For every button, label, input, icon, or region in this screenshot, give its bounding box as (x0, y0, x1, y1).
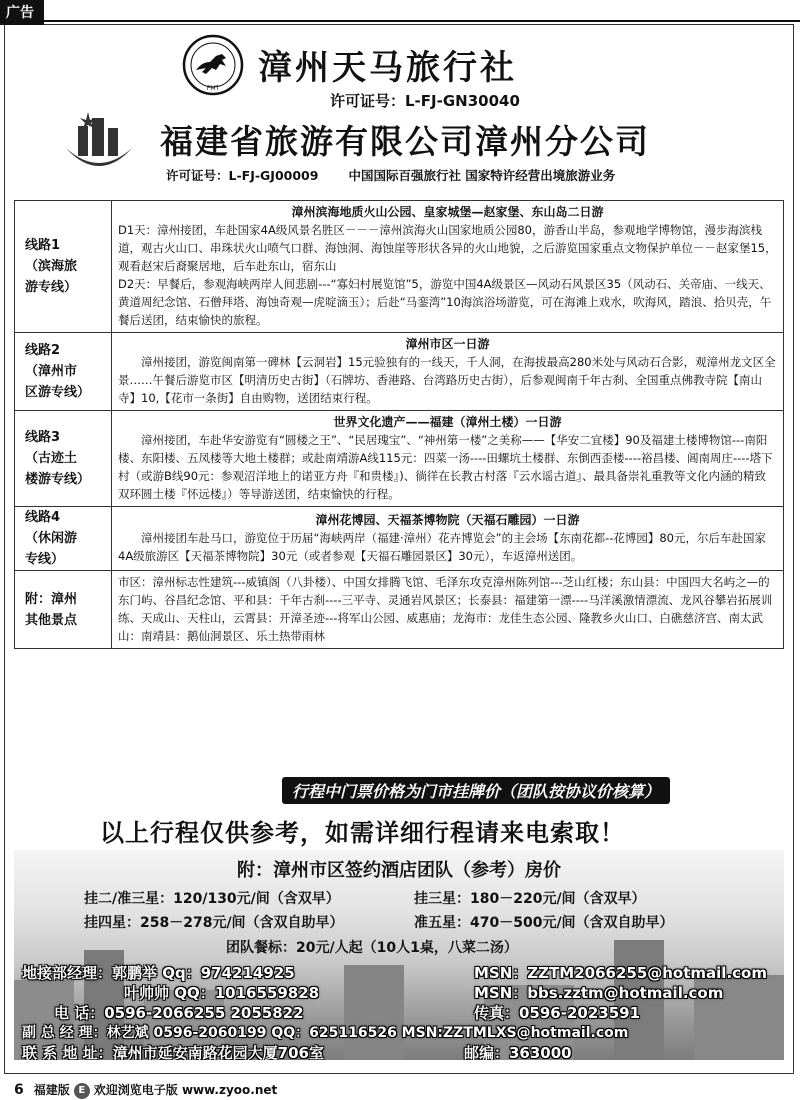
route-title: 漳州花博园、天福茶博物院（天福石雕园）一日游 (315, 513, 580, 527)
route-row (15, 507, 784, 571)
route-label (15, 507, 112, 571)
route-label-line: 游专线） (25, 280, 78, 295)
horse-logo-icon (182, 34, 244, 96)
route-label-line: 线路2 (25, 343, 61, 358)
route-content (112, 571, 784, 649)
route-label-line: （古迹土 (25, 451, 78, 466)
route-content (112, 411, 784, 507)
contact-msn: MSN：bbs.zztm@hotmail.com (474, 984, 724, 1002)
route-label (15, 571, 112, 649)
agency2-honor: 中国国际百强旅行社 国家特许经营出境旅游业务 (348, 168, 616, 183)
route-label-line: 专线） (25, 552, 65, 567)
route-paragraph: D1天：漳州接团，车赴国家4A级风景名胜区－－－漳州滨海火山国家地质公园80，游香山半岛，参观地学博物馆，漫步海滨栈道，观古火山口、串珠状火山喷气口群、海蚀洞、海蚀崖等形状各异的火山地貌，之后游览国家重点文物保护单位－－赵家堡15，观看赵宋后裔聚居地，后车赴东山，宿东山 (118, 223, 777, 273)
route-label-line: 线路1 (25, 238, 61, 253)
route-label (15, 411, 112, 507)
agency1-name: 漳州天马旅行社 (258, 48, 517, 88)
agency2-license-line (166, 166, 645, 184)
ticket-price-note: 行程中门票价格为门市挂牌价（团队按协议价核算） (282, 777, 670, 804)
route-row (15, 333, 784, 411)
inquiry-slogan: 以上行程仅供参考，如需详细行程请来电索取！ (100, 819, 625, 847)
route-paragraph: D2天：早餐后，参观海峡两岸人间悲剧---“寡妇村展览馆”5，游览中国4A级景区—风动石风景区35（风动石、关帝庙、一线天、黄道周纪念馆、石僧拜塔、海蚀奇观—虎啶滴玉）；后赴“马銮湾”10海滨浴场游览，可在海滩上戏水，吹海风，踏浪、拾贝壳，午餐后送团，结束愉快的旅程。 (118, 277, 772, 327)
route-label-line: 其他景点 (25, 612, 78, 628)
route-label-line: （漳州市 (25, 364, 78, 379)
ad-label: 广告 (0, 0, 44, 25)
route-content (112, 333, 784, 411)
route-row (15, 201, 784, 333)
route-label-line: （滨海旅 (25, 259, 78, 274)
route-label-line: 线路3 (25, 430, 61, 445)
route-paragraph: 漳州接团，游览闽南第一碑林【云洞岩】15元验独有的一线天，千人洞，在海拔最高280米处与风动石合影，观漳州龙文区全景……午餐后游览市区【明清历史古街】（石牌坊、香港路、台湾路历史古街），后参观闽南千年古刹、全国重点佛教寺院【南山寺】10,【花市一条街】自由购物，送团结束行程。 (118, 355, 776, 405)
hotel-rates-title: 附：漳州市区签约酒店团队（参考）房价 (237, 860, 561, 881)
hotel-rate-row: 挂二/准三星：120/130元/间（含双早） (84, 891, 340, 907)
route-paragraph: 漳州接团，车赴华安游览有“圆楼之王”、“民居瑰宝”、“神州第一楼”之美称——【华安二宜楼】90及福建土楼博物馆---南阳楼、东阳楼、五凤楼等大地土楼群；或赴南靖游A线115元：四菜一汤----田螺坑土楼群、东倒西歪楼----裕昌楼、阊南周庄----塔下村（或游B线90元：参观沼洋地上的诺亚方舟『和贵楼』)、徜徉在长教古村落『云水谣古道』、最具备崇礼重教等文化内涵的精致双环圆土楼『怀远楼』）等导游送团，结束愉快的行程。 (118, 433, 773, 501)
page-footer (14, 1081, 277, 1099)
hotel-rate-row: 挂三星：180－220元/间（含双早） (414, 891, 646, 907)
route-label-line: 附：漳州 (25, 591, 78, 607)
publisher-badge-icon: E (74, 1083, 90, 1099)
route-content (112, 507, 784, 571)
route-label-line: （休闲游 (25, 531, 78, 546)
itinerary-table (14, 200, 784, 649)
route-label (15, 201, 112, 333)
route-label-line: 线路4 (25, 510, 61, 525)
route-paragraph: 漳州接团车赴马口，游览位于历届“海峡两岸（福建·漳州）花卉博览会”的主会场【东南花都--花博园】80元，尔后车赴国家4A级旅游区【天福茶博物院】30元（或者参观【天福石雕园景区】30元），车返漳州送团。 (118, 531, 766, 563)
website-tagline: 欢迎浏览电子版 www.zyoo.net (93, 1083, 278, 1097)
route-title: 漳州市区一日游 (405, 337, 490, 351)
city-photo-panel (14, 850, 784, 1060)
route-row (15, 571, 784, 649)
route-row (15, 411, 784, 507)
contact-assistant: 叶帅帅 QQ：1016559828 (124, 984, 320, 1002)
route-label (15, 333, 112, 411)
agency2-license: 许可证号：L-FJ-GJ00009 (166, 168, 319, 183)
route-title: 漳州滨海地质火山公园、皇家城堡—赵家堡、东山岛二日游 (291, 205, 604, 219)
hotel-rate-row: 准五星：470－500元/间（含双自助早） (414, 915, 674, 931)
top-rule (0, 20, 800, 22)
hotel-rate-row: 挂四星：258－278元/间（含双自助早） (84, 915, 344, 931)
route-content (112, 201, 784, 333)
route-paragraph: 市区：漳州标志性建筑---威镇阁（八卦楼）、中国女排腾飞馆、毛泽东攻克漳州陈列馆---芝山红楼；东山县：中国四大名屿之—的东门屿、谷昌纪念馆、平和县：千年古刹----三平寺、灵通岩风景区；长泰县：福建第一漂----马洋溪激情漂流、龙风谷攀岩拓展训练、天成山、天柱山，云霄县：开漳圣迹---将军山公园、威惠庙；龙海市：龙佳生态公园、隆教乡火山口、白礁慈济宫、南太武山：南靖县：鹅仙洞景区、乐土热带雨林 (118, 575, 773, 643)
route-title: 世界文化遗产——福建（漳州土楼）一日游 (333, 415, 562, 429)
agency2-name: 福建省旅游有限公司漳州分公司 (160, 122, 650, 161)
contact-vice-manager: 副 总 经 理：林艺斌 0596-2060199 QQ：625116526 MSN:ZZTMLXS@hotmail.com (22, 1025, 629, 1041)
building-logo-icon (56, 108, 142, 172)
page-number: 6 (14, 1082, 24, 1098)
edition-label: 福建版 (33, 1083, 70, 1097)
contact-msn: MSN：ZZTM2066255@hotmail.com (474, 964, 767, 982)
logo-text: PMT (206, 85, 220, 92)
contact-manager: 地接部经理：郭鹏举 Qq：974214925 (22, 964, 295, 982)
route-label-line: 区游专线） (25, 385, 91, 400)
group-meal-standard: 团队餐标：20元/人起（10人1桌，八菜二汤） (226, 940, 518, 956)
contact-fax: 传真：0596-2023591 (474, 1004, 641, 1022)
route-label-line: 楼游专线） (25, 472, 91, 487)
agency1-license: 许可证号：L-FJ-GN30040 (330, 92, 520, 110)
contact-phone: 电 话：0596-2066255 2055822 (54, 1004, 304, 1022)
contact-postcode: 邮编：363000 (464, 1044, 572, 1060)
contact-address: 联 系 地 址：漳州市延安南路花园大厦706室 (22, 1044, 324, 1060)
